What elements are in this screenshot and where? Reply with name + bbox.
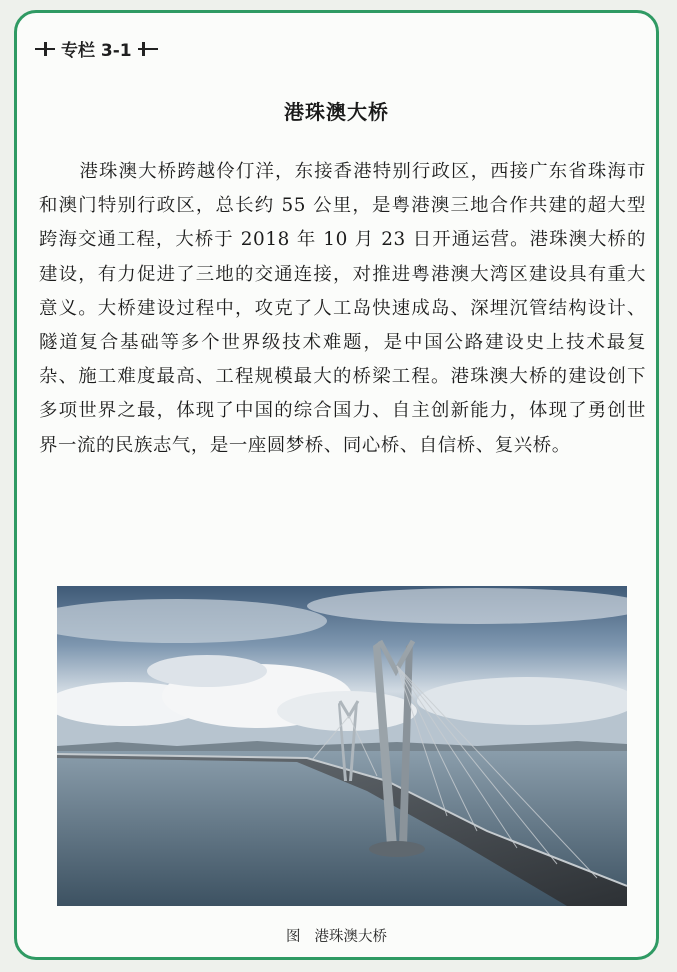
right-bracket-mark (138, 42, 158, 56)
article-title: 港珠澳大桥 (284, 100, 389, 124)
article-paragraph: 港珠澳大桥跨越伶仃洋，东接香港特别行政区，西接广东省珠海市和澳门特别行政区，总长约 55 公里，是粤港澳三地合作共建的超大型跨海交通工程，大桥于 2018 年 10 月 23 日开通运营。港珠澳大桥的建设，有力促进了三地的交通连接，对推进粤港澳大湾区建设具有重大意义。大桥建设过程中，攻克了人工岛快速成岛、深埋沉管结构设计、隧道复合基础等多个世界级技术难题，是中国公路建设史上技术最复杂、施工难度最高、工程规模最大的桥梁工程。港珠澳大桥的建设创下多项世界之最，体现了中国的综合国力、自主创新能力，体现了勇创世界一流的民族志气，是一座圆梦桥、同心桥、自信桥、复兴桥。 (39, 161, 646, 456)
feature-box (14, 10, 659, 960)
figure-caption (17, 925, 656, 946)
figure-label: 图 (286, 929, 301, 945)
bridge-photo (57, 586, 627, 906)
sidebar-label: 专栏 3-1 (61, 41, 132, 61)
figure-caption-text: 港珠澳大桥 (314, 929, 387, 945)
left-bracket-mark (35, 42, 55, 56)
sidebar-label-badge (35, 36, 158, 61)
